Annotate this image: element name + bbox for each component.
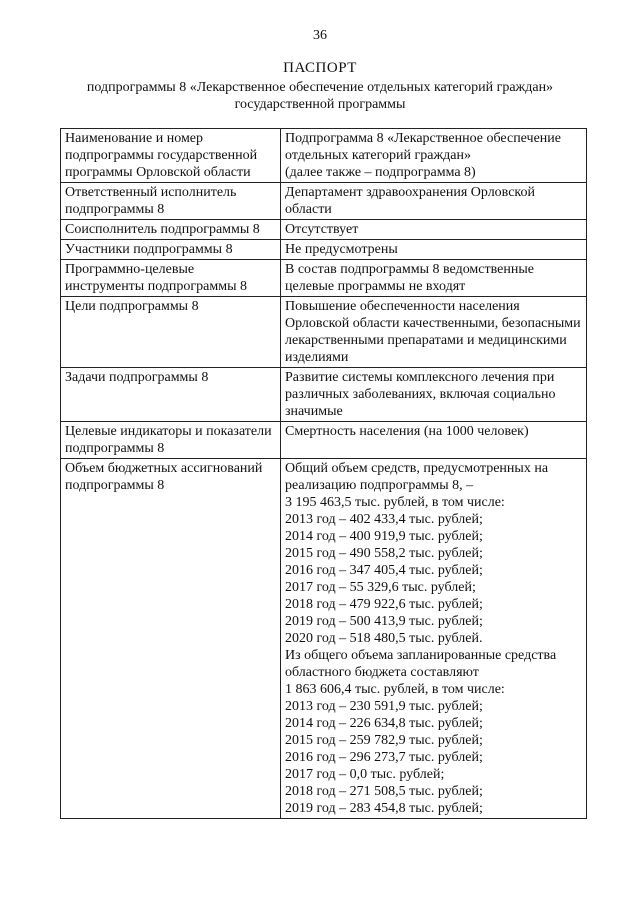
value-line: 2013 год – 230 591,9 тыс. рублей; — [285, 699, 483, 714]
value-line: 2019 год – 283 454,8 тыс. рублей; — [285, 801, 483, 816]
row-label: Задачи подпрограммы 8 — [61, 368, 281, 422]
value-line: 2020 год – 518 480,5 тыс. рублей. — [285, 631, 483, 646]
value-line: 2018 год – 271 508,5 тыс. рублей; — [285, 784, 483, 799]
row-label: Соисполнитель подпрограммы 8 — [61, 220, 281, 240]
row-value — [281, 260, 587, 297]
table-row — [61, 240, 587, 260]
value-line: 2017 год – 0,0 тыс. рублей; — [285, 767, 445, 782]
value-line: Департамент здравоохранения Орловской области — [285, 185, 536, 217]
row-value — [281, 297, 587, 368]
value-line: 2013 год – 402 433,4 тыс. рублей; — [285, 512, 483, 527]
row-value — [281, 240, 587, 260]
value-line: 2014 год – 226 634,8 тыс. рублей; — [285, 716, 483, 731]
value-line: 2016 год – 347 405,4 тыс. рублей; — [285, 563, 483, 578]
table-row — [61, 260, 587, 297]
row-value — [281, 368, 587, 422]
row-label: Участники подпрограммы 8 — [61, 240, 281, 260]
value-line: 3 195 463,5 тыс. рублей, в том числе: — [285, 495, 505, 510]
value-line: 2019 год – 500 413,9 тыс. рублей; — [285, 614, 483, 629]
value-line: (далее также – подпрограмма 8) — [285, 165, 476, 180]
value-line: Смертность населения (на 1000 человек) — [285, 424, 529, 439]
row-value — [281, 183, 587, 220]
passport-table — [60, 128, 587, 819]
table-row — [61, 422, 587, 459]
row-value — [281, 422, 587, 459]
table-row — [61, 459, 587, 819]
value-line: 2015 год – 259 782,9 тыс. рублей; — [285, 733, 483, 748]
row-label: Программно-целевые инструменты подпрограммы 8 — [61, 260, 281, 297]
row-value — [281, 459, 587, 819]
value-line: В состав подпрограммы 8 ведомственные целевые программы не входят — [285, 262, 534, 294]
row-value — [281, 220, 587, 240]
value-line: Подпрограмма 8 «Лекарственное обеспечение отдельных категорий граждан» — [285, 131, 562, 163]
table-row — [61, 183, 587, 220]
row-label: Цели подпрограммы 8 — [61, 297, 281, 368]
subtitle-line: подпрограммы 8 «Лекарственное обеспечение отдельных категорий граждан» — [86, 80, 554, 95]
table-row — [61, 129, 587, 183]
value-line: Из общего объема запланированные средства областного бюджета составляют — [285, 648, 557, 680]
page-number: 36 — [313, 28, 327, 43]
value-line: 2016 год – 296 273,7 тыс. рублей; — [285, 750, 483, 765]
value-line: Не предусмотрены — [285, 242, 398, 257]
subtitle-line: государственной программы — [234, 97, 406, 112]
row-label: Ответственный исполнитель подпрограммы 8 — [61, 183, 281, 220]
table-row — [61, 220, 587, 240]
document-subtitle — [0, 79, 640, 113]
value-line: Отсутствует — [285, 222, 359, 237]
value-line: Повышение обеспеченности населения Орловской области качественными, безопасными лекарственными препаратами и медицинскими изделиями — [285, 299, 581, 365]
row-label: Наименование и номер подпрограммы государственной программы Орловской области — [61, 129, 281, 183]
value-line: 1 863 606,4 тыс. рублей, в том числе: — [285, 682, 505, 697]
value-line: 2018 год – 479 922,6 тыс. рублей; — [285, 597, 483, 612]
table-row — [61, 297, 587, 368]
value-line: 2014 год – 400 919,9 тыс. рублей; — [285, 529, 483, 544]
value-line: 2017 год – 55 329,6 тыс. рублей; — [285, 580, 476, 595]
value-line: 2015 год – 490 558,2 тыс. рублей; — [285, 546, 483, 561]
document-title: ПАСПОРТ — [283, 60, 357, 76]
value-line: Общий объем средств, предусмотренных на реализацию подпрограммы 8, – — [285, 461, 549, 493]
row-label: Целевые индикаторы и показатели подпрограммы 8 — [61, 422, 281, 459]
value-line: Развитие системы комплексного лечения при различных заболеваниях, включая социально значимые — [285, 370, 556, 419]
table-row — [61, 368, 587, 422]
row-value — [281, 129, 587, 183]
row-label: Объем бюджетных ассигнований подпрограммы 8 — [61, 459, 281, 819]
